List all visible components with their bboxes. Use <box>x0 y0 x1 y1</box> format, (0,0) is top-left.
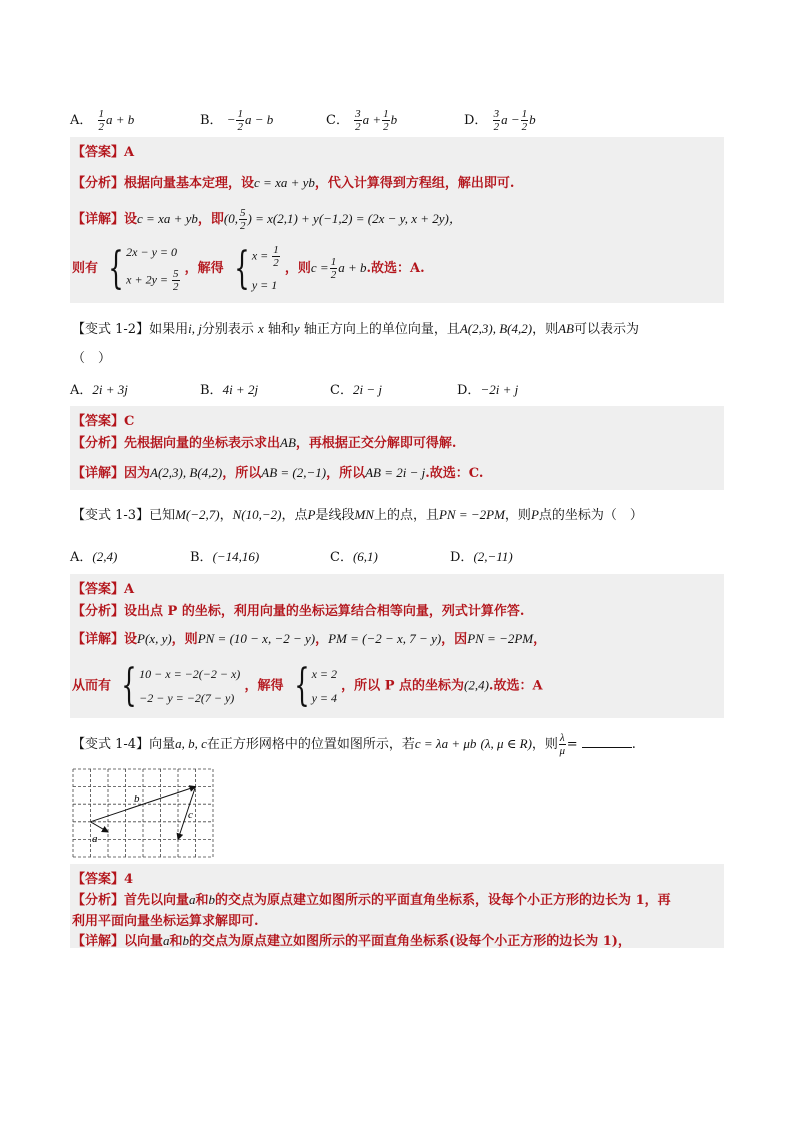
q1-detail-line2: 则有 { 2x − y = 0 x + 2y = $\frac{5}{2}$ ，解得 { x = $\frac{1}{2}$ y = 1 ，则c = $\frac{1}{2}$ a + b.故选：A. <box>72 242 425 294</box>
q2-option-b[interactable]: B．4i + 2j <box>200 382 259 398</box>
q2-option-a[interactable]: A．2i + 3j <box>70 382 128 398</box>
q3-question: 【变式 1-3】已知M(−2,7)，N(10,−2)，点P是线段MN上的点，且PN = −2PM，则P点的坐标为（ ） <box>72 507 643 523</box>
vector-grid-figure <box>72 768 214 858</box>
q3-answer: 【答案】A <box>72 582 135 597</box>
q4-detail: 【详解】以向量a和b的交点为原点建立如图所示的平面直角坐标系(设每个小正方形的边长为 1)， <box>72 933 631 949</box>
vector-a-arrow <box>91 822 109 832</box>
q1-analysis: 【分析】根据向量基本定理，设c = xa + yb，代入计算得到方程组，解出即可. <box>72 175 515 191</box>
q2-option-d[interactable]: D．−2i + j <box>457 382 519 398</box>
q4-question: 【变式 1-4】向量a, b, c在正方形网格中的位置如图所示，若c = λa + μb (λ, μ ∈ R)，则 $\frac{\lambda}{\mu}$ = . <box>72 732 636 757</box>
q3-option-b[interactable]: B．(−14,16) <box>190 549 260 565</box>
q3-analysis: 【分析】设出点 P 的坐标，利用向量的坐标运算结合相等向量，列式计算作答. <box>72 604 525 619</box>
q3-option-a[interactable]: A．(2,4) <box>70 549 118 565</box>
q3-option-c[interactable]: C．(6,1) <box>330 549 378 565</box>
q1-option-d[interactable]: D． $\frac{3}{2}$ a − $\frac{1}{2}$ b <box>464 108 536 133</box>
label-b: b <box>134 793 140 805</box>
q2-answer: 【答案】C <box>72 414 135 429</box>
q4-answer: 【答案】4 <box>72 872 134 887</box>
q1-equation-system: { 2x − y = 0 x + 2y = $\frac{5}{2}$ <box>108 242 179 294</box>
q4-analysis-line1: 【分析】首先以向量a和b的交点为原点建立如图所示的平面直角坐标系，设每个小正方形的边长为 1，再 <box>72 892 671 908</box>
answer-blank[interactable] <box>582 735 632 748</box>
q2-question: 【变式 1-2】如果用i, j分别表示 x 轴和y 轴正方向上的单位向量，且A(2,3), B(4,2)，则AB可以表示为 <box>72 321 639 337</box>
q1-option-b[interactable]: B． − $\frac{1}{2}$ a − b <box>200 108 274 133</box>
q4-analysis-line2: 利用平面向量坐标运算求解即可. <box>72 914 259 929</box>
q2-paren: （ ） <box>72 351 112 366</box>
q1-answer: 【答案】A <box>72 145 135 160</box>
q3-detail-line2: 从而有 { 10 − x = −2(−2 − x) −2 − y = −2(7 − y) ，解得 { x = 2 y = 4 ，所以 P 点的坐标为(2,4).故选：A <box>72 660 543 711</box>
q1-detail-line1: 【详解】设c = xa + yb，即(0, $\frac{5}{2}$ ) = x(2,1) + y(−1,2) = (2x − y, x + 2y)， <box>72 207 462 232</box>
q2-detail: 【详解】因为A(2,3), B(4,2)，所以AB = (2,−1)，所以AB = 2i − j.故选：C. <box>72 465 484 481</box>
q3-equation-system: { 10 − x = −2(−2 − x) −2 − y = −2(7 − y) <box>121 660 241 711</box>
q1-option-a[interactable]: A． $\frac{1}{2}$ a + b <box>70 108 135 133</box>
q1-option-c[interactable]: C． $\frac{3}{2}$ a + $\frac{1}{2}$ b <box>326 108 398 133</box>
label-a: a <box>92 833 98 845</box>
label-c: c <box>188 809 193 821</box>
q1-solution-system: { x = $\frac{1}{2}$ y = 1 <box>234 242 279 294</box>
q3-solution-system: { x = 2 y = 4 <box>293 660 338 711</box>
q3-option-d[interactable]: D．(2,−11) <box>450 549 513 565</box>
q2-option-c[interactable]: C．2i − j <box>330 382 382 398</box>
q3-detail-line1: 【详解】设P(x, y)，则PN = (10 − x, −2 − y)，PM = (−2 − x, 7 − y)，因PN = −2PM， <box>72 631 547 647</box>
q2-analysis: 【分析】先根据向量的坐标表示求出AB，再根据正交分解即可得解. <box>72 435 457 451</box>
